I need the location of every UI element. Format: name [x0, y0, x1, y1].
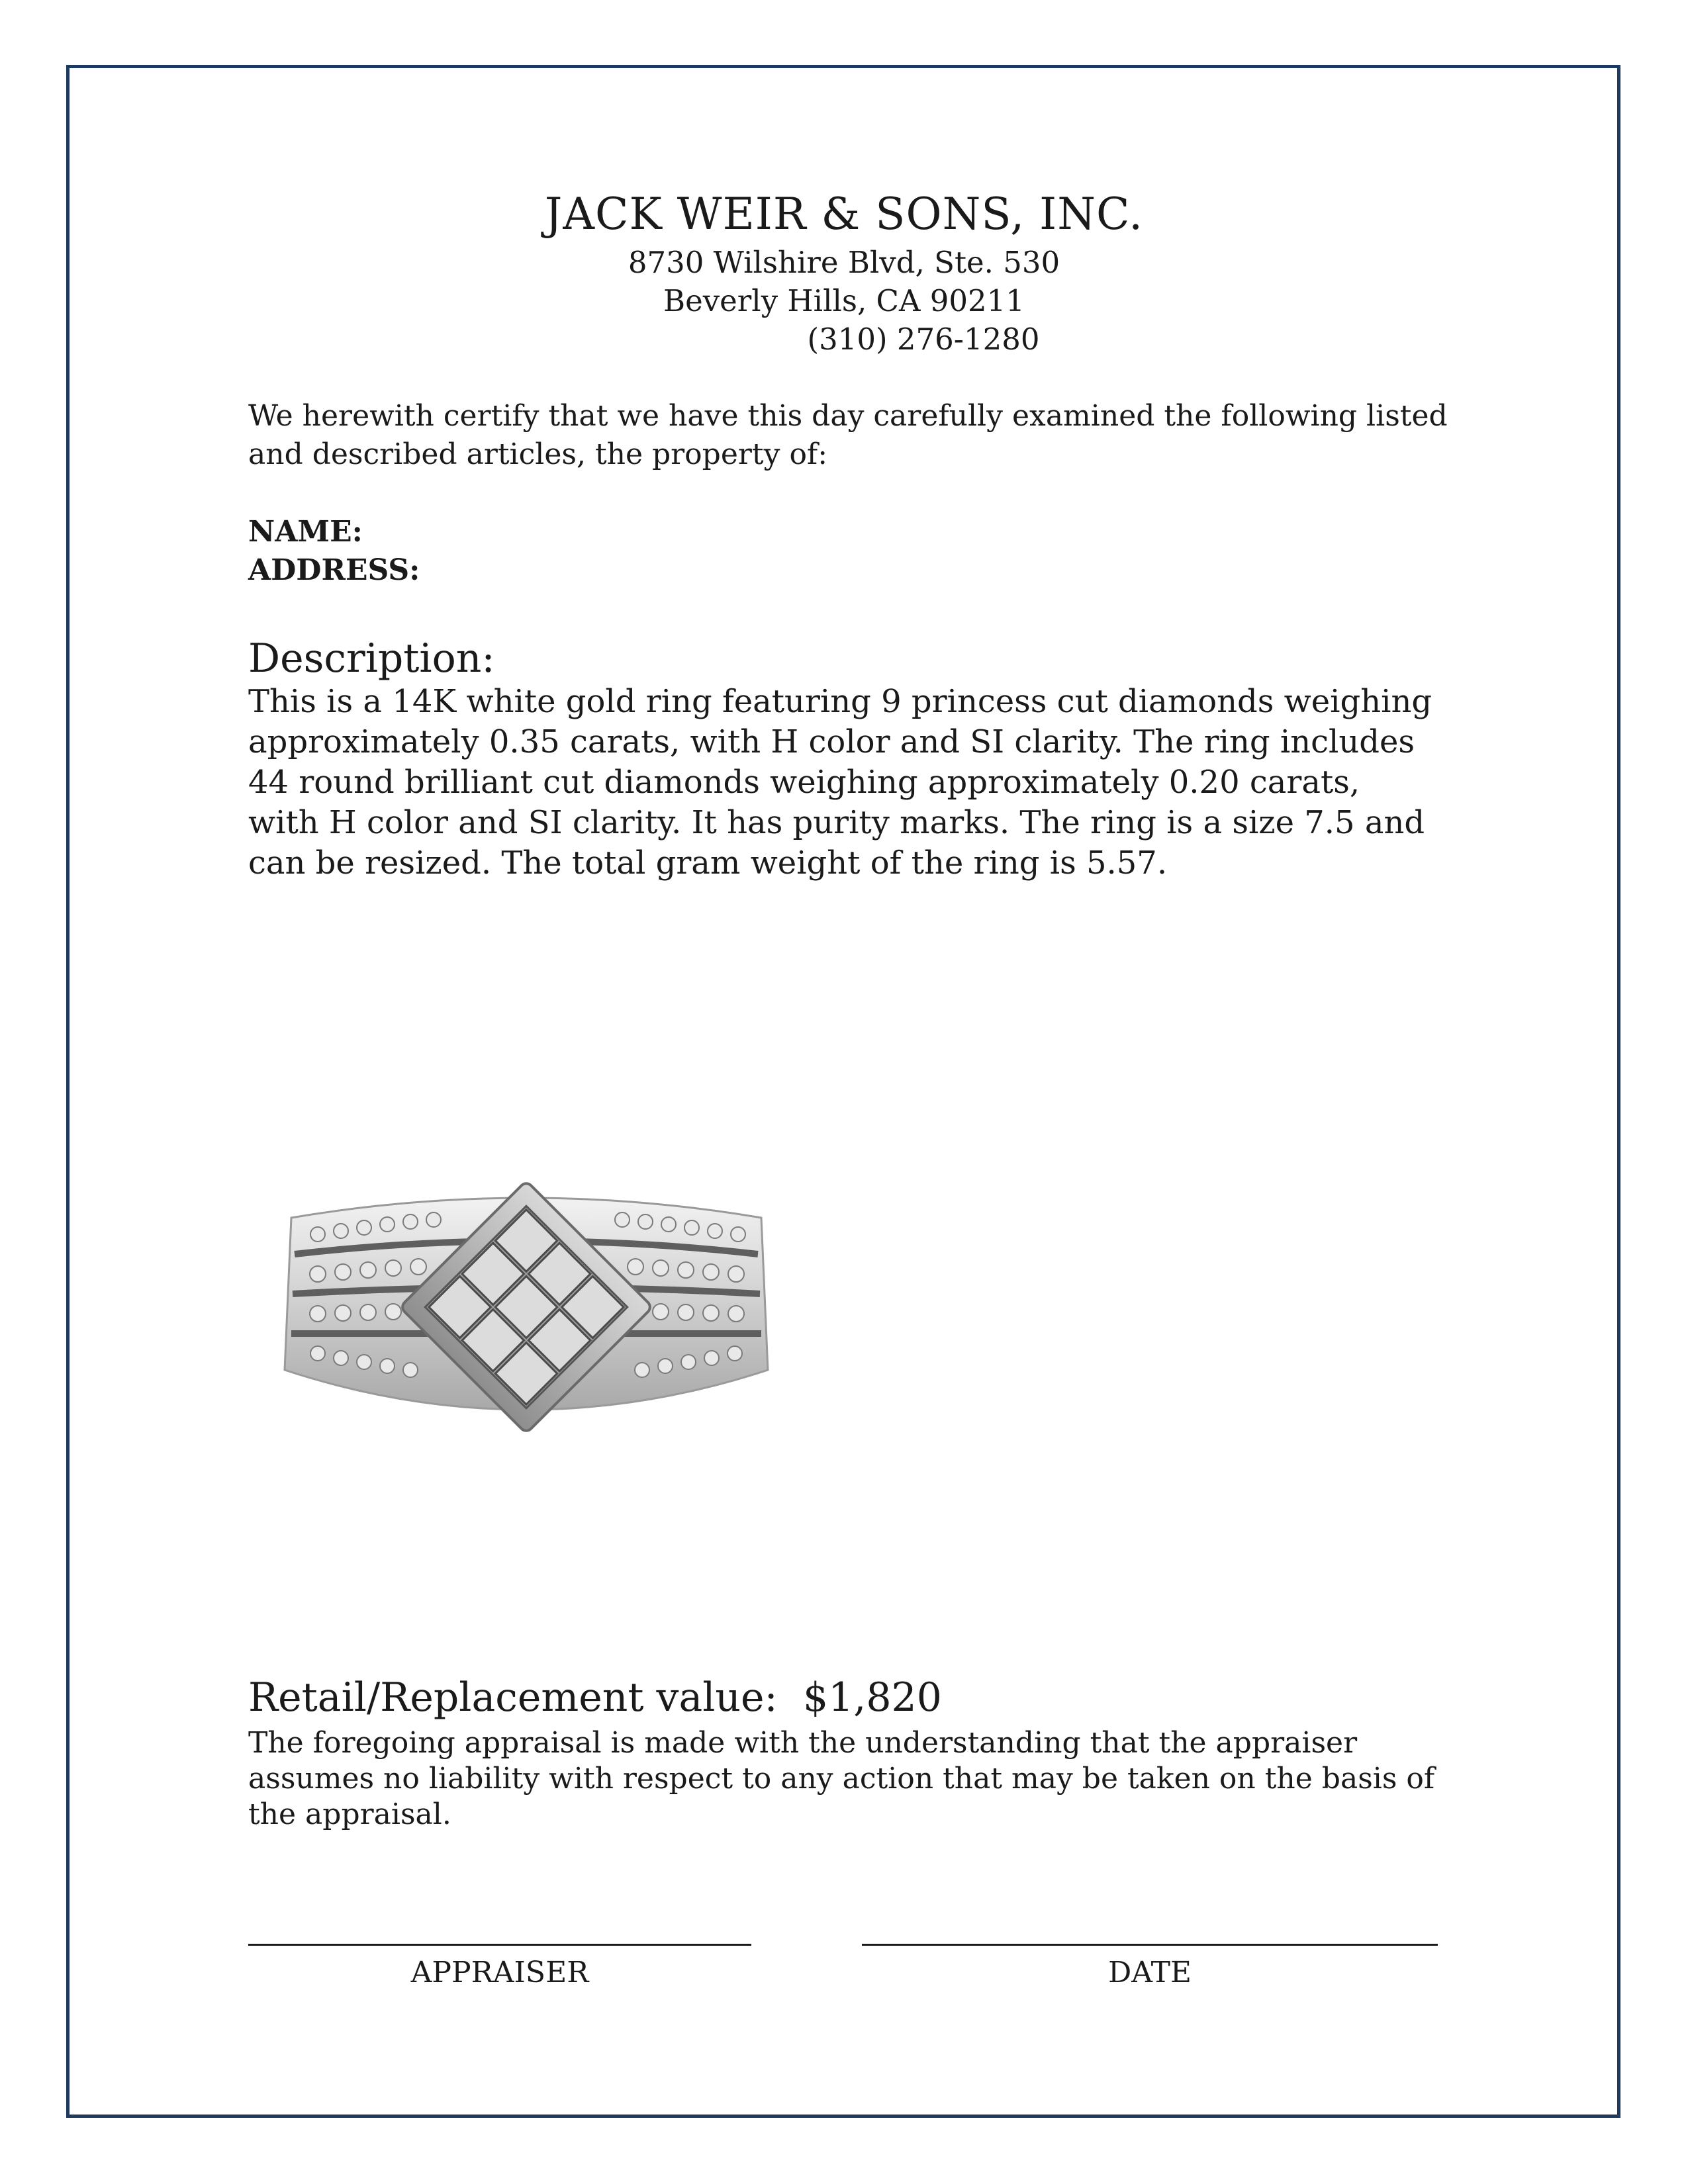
- description-heading: Description:: [248, 635, 495, 682]
- date-signature-line: [862, 1944, 1438, 1946]
- owner-name-label: NAME:: [248, 515, 363, 549]
- company-address-line1: 8730 Wilshire Blvd, Ste. 530: [628, 245, 1060, 280]
- company-address-line2: Beverly Hills, CA 90211: [663, 283, 1025, 318]
- appraisal-disclaimer: The foregoing appraisal is made with the understanding that the appraiser assumes no liability with respect to any action that may be taken on the basis of the appraisal.: [248, 1726, 1435, 1831]
- appraiser-signature-line: [248, 1944, 751, 1946]
- retail-value-amount: $1,820: [802, 1674, 942, 1721]
- retail-value: [248, 1674, 1460, 1721]
- company-name: JACK WEIR & SONS, INC.: [544, 189, 1144, 240]
- certification-intro: We herewith certify that we have this day carefully examined the following listed and described articles, the property of:: [248, 399, 1448, 471]
- company-phone: (310) 276-1280: [807, 322, 1040, 357]
- date-label: DATE: [1107, 1956, 1192, 1989]
- owner-address-label: ADDRESS:: [248, 553, 420, 587]
- retail-value-label: Retail/Replacement value:: [248, 1674, 778, 1721]
- description-body: This is a 14K white gold ring featuring 9 princess cut diamonds weighing approximately 0.35 carats, with H color and SI clarity. The ring includes 44 round brilliant cut diamonds weighing approximately 0.20 carats, with H color and SI clarity. It has purity marks. The ring is a size 7.5 and can be resized. The total gram weight of the ring is 5.57.: [248, 683, 1432, 882]
- ring-photo: [265, 1171, 788, 1463]
- appraiser-label: APPRAISER: [410, 1956, 589, 1989]
